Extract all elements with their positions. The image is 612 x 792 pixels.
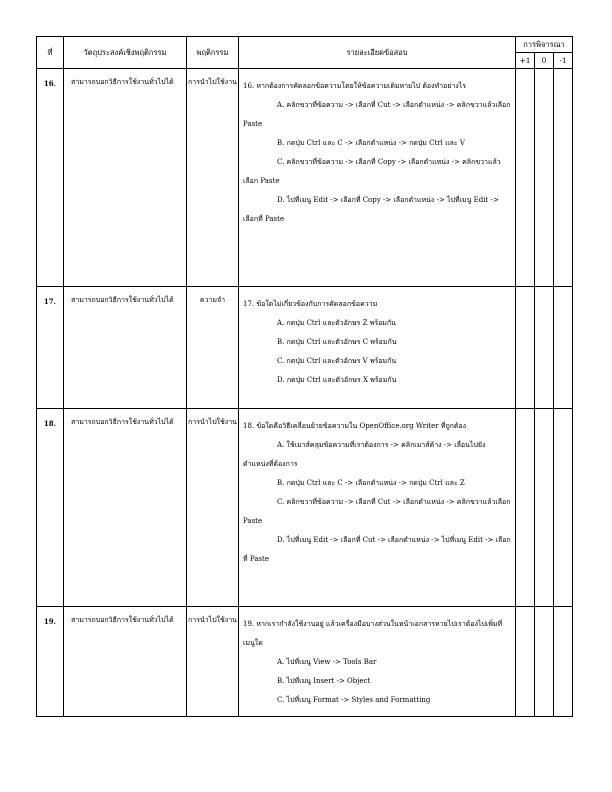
table-row (37, 409, 573, 607)
header-detail: รายละเอียดข้อสอบ (239, 37, 516, 69)
exam-item-table (36, 36, 573, 717)
option-c: C. คลิกขวาที่ข้อความ -> เลือกที่ Copy -> เลือกตำแหน่ง -> คลิกขวาแล้วเลือก Paste (243, 158, 501, 185)
question-stem: 18. ข้อใดคือวิธีเคลื่อนย้ายข้อความใน OpenOffice.org Writer ที่ถูกต้อง (243, 422, 467, 430)
option-c: C. กดปุ่ม Ctrl และตัวอักษร V พร้อมกัน (277, 357, 397, 365)
header-behavior: พฤติกรรม (187, 37, 239, 69)
question-cell (239, 409, 516, 607)
objective-cell: สามารถบอกวิธีการใช้งานทั่วไปได้ (64, 409, 187, 607)
eval-plus-cell (516, 409, 535, 607)
question-cell (239, 607, 516, 717)
option-a: A. คลิกขวาที่ข้อความ -> เลือกที่ Cut -> เลือกตำแหน่ง -> คลิกขวาแล้วเลือก Paste (243, 101, 511, 128)
option-b: B. ไปที่เมนู Insert -> Object (277, 677, 371, 685)
table-row (37, 69, 573, 287)
objective-cell: สามารถบอกวิธีการใช้งานทั่วไปได้ (64, 69, 187, 287)
eval-minus-cell (554, 607, 573, 717)
header-minus-one: -1 (554, 53, 573, 69)
option-a: A. ใช้เมาส์คลุมข้อความที่เราต้องการ -> คลิกเมาส์ค้าง -> เลื่อนไปยังตำแหน่งที่ต้องการ (243, 441, 486, 468)
behavior-cell: การนำไปใช้งาน (187, 409, 239, 607)
option-c: C. คลิกขวาที่ข้อความ -> เลือกที่ Cut -> เลือกตำแหน่ง -> คลิกขวาแล้วเลือก Paste (243, 498, 511, 525)
option-b: B. กดปุ่ม Ctrl และตัวอักษร C พร้อมกัน (277, 338, 397, 346)
eval-plus-cell (516, 69, 535, 287)
option-b: B. กดปุ่ม Ctrl และ C -> เลือกตำแหน่ง -> กดปุ่ม Ctrl และ Z (277, 479, 465, 487)
eval-minus-cell (554, 69, 573, 287)
option-d: D. กดปุ่ม Ctrl และตัวอักษร X พร้อมกัน (277, 376, 397, 384)
behavior-cell: ความจำ (187, 287, 239, 409)
header-zero: 0 (535, 53, 554, 69)
option-a: A. ไปที่เมนู View -> Tools Bar (277, 658, 377, 666)
header-no: ที่ (37, 37, 64, 69)
header-objective: วัตถุประสงค์เชิงพฤติกรรม (64, 37, 187, 69)
eval-plus-cell (516, 607, 535, 717)
option-c: C. ไปที่เมนู Format -> Styles and Formatting (277, 696, 431, 704)
option-d: D. ไปที่เมนู Edit -> เลือกที่ Copy -> เลือกตำแหน่ง -> ไปที่เมนู Edit -> เลือกที่ Paste (243, 196, 499, 223)
eval-plus-cell (516, 287, 535, 409)
eval-minus-cell (554, 409, 573, 607)
table-row (37, 287, 573, 409)
header-evaluation: การพิจารณา (516, 37, 573, 53)
question-stem: 16. หากต้องการคัดลอกข้อความโดยให้ข้อความเดิมหายไป ต้องทำอย่างไร (243, 82, 466, 90)
eval-zero-cell (535, 409, 554, 607)
behavior-cell: การนำไปใช้งาน (187, 69, 239, 287)
item-number: 17. (37, 287, 64, 409)
behavior-cell: การนำไปใช้งาน (187, 607, 239, 717)
item-number: 16. (37, 69, 64, 287)
question-cell (239, 287, 516, 409)
eval-zero-cell (535, 69, 554, 287)
eval-minus-cell (554, 287, 573, 409)
question-stem: 17. ข้อใดไม่เกี่ยวข้องกับการคัดลอกข้อความ (243, 300, 378, 308)
item-number: 19. (37, 607, 64, 717)
question-cell (239, 69, 516, 287)
item-number: 18. (37, 409, 64, 607)
objective-cell: สามารถบอกวิธีการใช้งานทั่วไปได้ (64, 607, 187, 717)
table-row (37, 607, 573, 717)
option-a: A. กดปุ่ม Ctrl และตัวอักษร Z พร้อมกัน (277, 319, 396, 327)
option-d: D. ไปที่เมนู Edit -> เลือกที่ Cut -> เลือกตำแหน่ง -> ไปที่เมนู Edit -> เลือกที่ Paste (243, 536, 511, 563)
objective-cell: สามารถบอกวิธีการใช้งานทั่วไปได้ (64, 287, 187, 409)
option-b: B. กดปุ่ม Ctrl และ C -> เลือกตำแหน่ง -> กดปุ่ม Ctrl และ V (277, 139, 465, 147)
eval-zero-cell (535, 607, 554, 717)
header-plus-one: +1 (516, 53, 535, 69)
question-stem: 19. หากเรากำลังใช้งานอยู่ แล้วเครื่องมือบางส่วนในหน้าเอกสารหายไปเราต้องไปเพิ่มที่เมนูใด (243, 620, 503, 647)
eval-zero-cell (535, 287, 554, 409)
